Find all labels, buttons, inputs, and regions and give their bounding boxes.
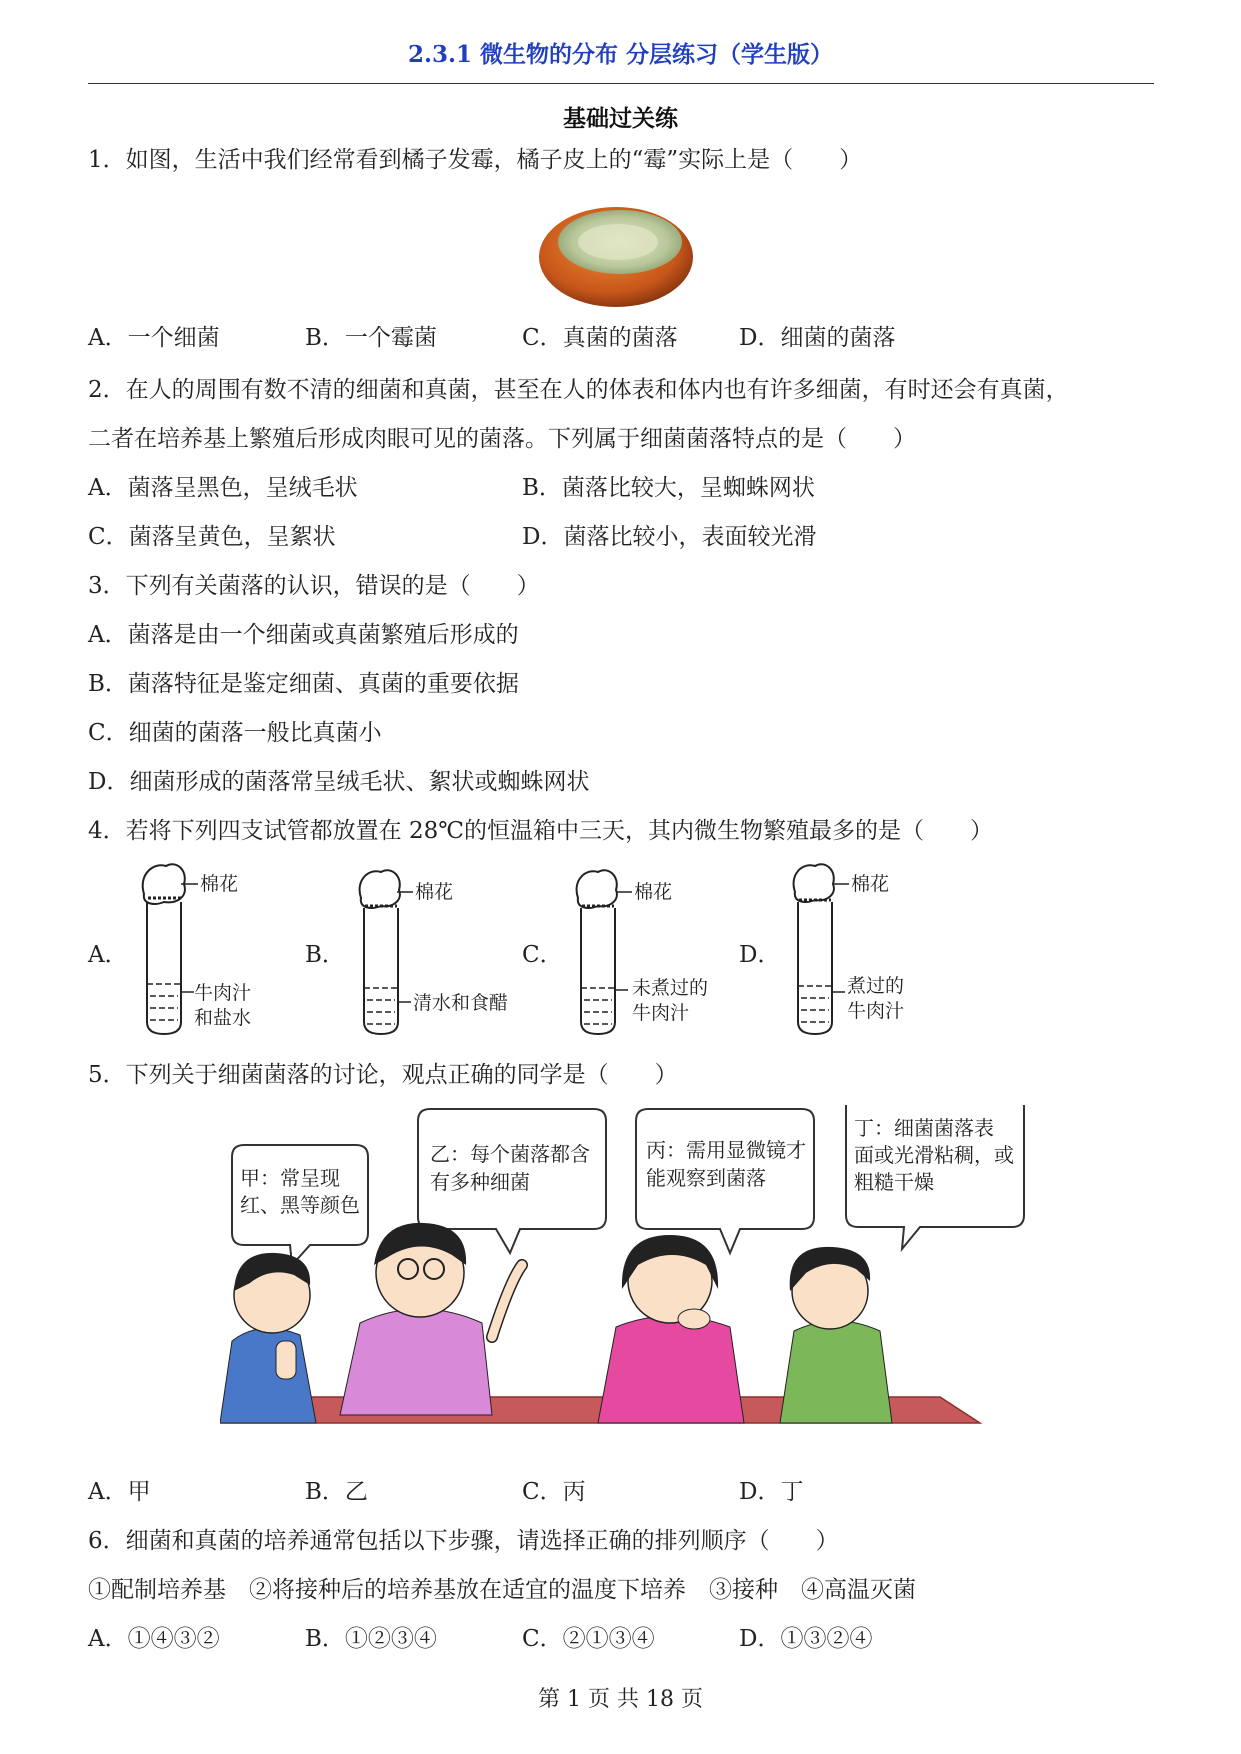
q6-option-a: A．①④③② bbox=[88, 1626, 220, 1652]
students-discussion-illustration bbox=[220, 1105, 1040, 1450]
q3-option-a: A．菌落是由一个细菌或真菌繁殖后形成的 bbox=[88, 622, 519, 648]
q2-option-b: B．菌落比较大，呈蜘蛛网状 bbox=[522, 475, 815, 501]
speech-bubble-ding bbox=[846, 1105, 1024, 1249]
q5-option-a: A．甲 bbox=[88, 1479, 151, 1505]
bubble-yi-line-1: 乙：每个菌落都含 bbox=[430, 1142, 590, 1166]
q4-option-a: A． bbox=[88, 942, 128, 968]
tube-d-cap-label: 棉花 bbox=[851, 873, 890, 895]
q5-option-b: B．乙 bbox=[305, 1479, 368, 1505]
q5-option-c: C．丙 bbox=[522, 1479, 586, 1505]
q4-option-d: D． bbox=[739, 942, 781, 968]
moldy-orange-image bbox=[536, 200, 696, 310]
q2-option-a: A．菌落呈黑色，呈绒毛状 bbox=[88, 475, 358, 501]
q3-option-d: D．细菌形成的菌落常呈绒毛状、絮状或蜘蛛网状 bbox=[88, 769, 590, 795]
test-tube-a bbox=[136, 862, 286, 1042]
q3-option-b: B．菌落特征是鉴定细菌、真菌的重要依据 bbox=[88, 671, 519, 697]
speech-bubble-jia bbox=[232, 1145, 368, 1265]
section-title: 基础过关练 bbox=[563, 105, 678, 132]
q4-option-b: B． bbox=[305, 942, 345, 968]
student-yi-figure bbox=[340, 1223, 522, 1415]
bubble-yi-line-2: 有多种细菌 bbox=[430, 1170, 530, 1194]
q5-option-d: D．丁 bbox=[739, 1479, 804, 1505]
q1-option-c: C．真菌的菌落 bbox=[522, 325, 678, 351]
q3-stem: 3．下列有关菌落的认识，错误的是（ ） bbox=[88, 573, 540, 599]
q4-option-c: C． bbox=[522, 942, 563, 968]
tube-a-cap-label: 棉花 bbox=[200, 873, 239, 895]
page-number: 第 1 页 共 18 页 bbox=[538, 1687, 703, 1712]
q2-option-d: D．菌落比较小，表面较光滑 bbox=[522, 524, 817, 550]
tube-b-cap-label: 棉花 bbox=[415, 881, 454, 903]
bubble-ding-line-2: 面或光滑粘稠，或 bbox=[854, 1143, 1014, 1167]
q1-option-d: D．细菌的菌落 bbox=[739, 325, 896, 351]
q6-stem: 6．细菌和真菌的培养通常包括以下步骤，请选择正确的排列顺序（ ） bbox=[88, 1528, 839, 1554]
test-tube-d bbox=[787, 862, 947, 1042]
q6-option-d: D．①③②④ bbox=[739, 1626, 873, 1652]
tube-c-liquid-label-1: 未煮过的 bbox=[632, 977, 709, 999]
q6-option-b: B．①②③④ bbox=[305, 1626, 437, 1652]
bubble-ding-line-3: 粗糙干燥 bbox=[854, 1170, 934, 1194]
q5-stem: 5．下列关于细菌菌落的讨论，观点正确的同学是（ ） bbox=[88, 1062, 678, 1088]
header-rule bbox=[88, 83, 1154, 84]
bubble-bing-line-2: 能观察到菌落 bbox=[646, 1166, 766, 1190]
q1-option-b: B．一个霉菌 bbox=[305, 325, 437, 351]
student-bing-figure bbox=[598, 1235, 744, 1423]
tube-c-liquid-label-2: 牛肉汁 bbox=[632, 1002, 690, 1024]
tube-c-cap-label: 棉花 bbox=[634, 881, 673, 903]
q2-stem: 2．在人的周围有数不清的细菌和真菌，甚至在人的体表和体内也有许多细菌，有时还会有真菌， bbox=[88, 377, 1069, 403]
document-title: 2.3.1 微生物的分布 分层练习（学生版） bbox=[407, 41, 834, 68]
tube-d-liquid-label-1: 煮过的 bbox=[847, 975, 905, 997]
tube-a-liquid-label-1: 牛肉汁 bbox=[194, 982, 252, 1004]
q1-stem: 1．如图，生活中我们经常看到橘子发霉，橘子皮上的“霉”实际上是（ ） bbox=[88, 147, 863, 173]
bubble-jia-line-2: 红、黑等颜色 bbox=[240, 1193, 360, 1217]
student-ding-figure bbox=[780, 1247, 892, 1423]
q2-stem-line2: 二者在培养基上繁殖后形成肉眼可见的菌落。下列属于细菌菌落特点的是（ ） bbox=[88, 426, 916, 452]
speech-bubble-bing bbox=[636, 1109, 814, 1253]
tube-d-liquid-label-2: 牛肉汁 bbox=[847, 1000, 905, 1022]
test-tube-c bbox=[570, 862, 740, 1042]
q2-option-c: C．菌落呈黄色，呈絮状 bbox=[88, 524, 336, 550]
bubble-jia-line-1: 甲：常呈现 bbox=[240, 1166, 340, 1190]
tube-a-liquid-label-2: 和盐水 bbox=[194, 1007, 252, 1029]
tube-b-liquid-label-1: 清水和食醋 bbox=[413, 992, 509, 1014]
student-jia-figure bbox=[220, 1253, 316, 1423]
q6-steps: ①配制培养基 ②将接种后的培养基放在适宜的温度下培养 ③接种 ④高温灭菌 bbox=[88, 1577, 916, 1603]
bubble-bing-line-1: 丙：需用显微镜才 bbox=[646, 1138, 806, 1162]
test-tube-b bbox=[353, 862, 523, 1042]
q6-option-c: C．②①③④ bbox=[522, 1626, 655, 1652]
q4-stem: 4．若将下列四支试管都放置在 28℃的恒温箱中三天，其内微生物繁殖最多的是（ ） bbox=[88, 818, 993, 844]
q1-option-a: A．一个细菌 bbox=[88, 325, 220, 351]
bubble-ding-line-1: 丁：细菌菌落表 bbox=[854, 1116, 994, 1140]
q3-option-c: C．细菌的菌落一般比真菌小 bbox=[88, 720, 382, 746]
